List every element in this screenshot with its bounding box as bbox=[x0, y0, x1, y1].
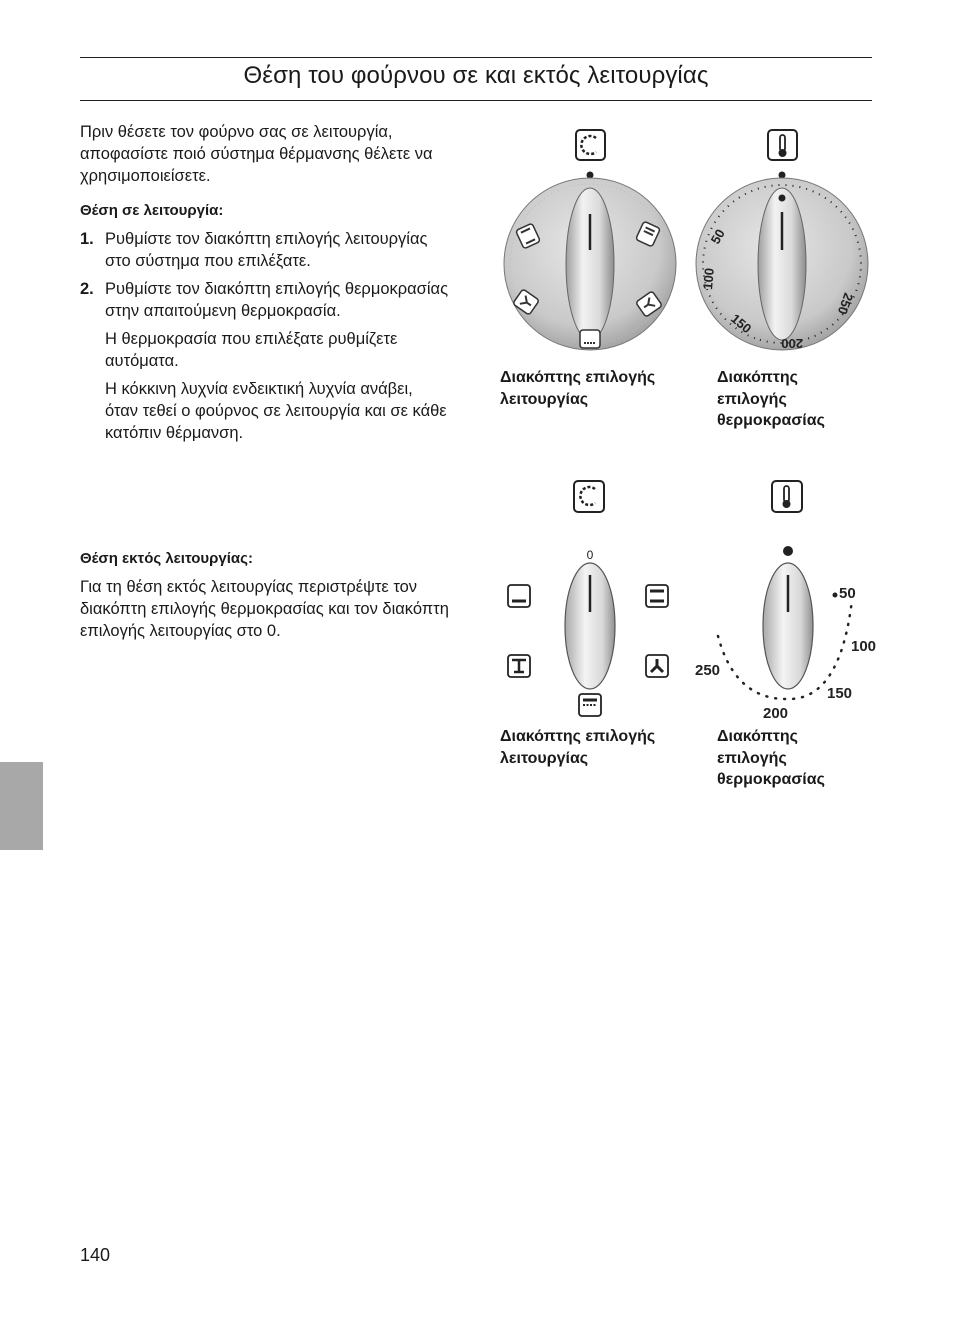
function-selector-icon bbox=[574, 481, 604, 512]
temp-mark-250: 250 bbox=[834, 290, 857, 317]
temperature-knob-caption: Διακόπτης επιλογής θερμοκρασίας bbox=[717, 369, 825, 429]
temp-mark-100: 100 bbox=[700, 267, 717, 291]
function-knob-flat bbox=[565, 563, 615, 689]
zero-label: 0 bbox=[586, 548, 594, 562]
thermometer-icon bbox=[772, 481, 802, 512]
temp-mark-200: 200 bbox=[763, 705, 789, 722]
temp-point-50 bbox=[833, 593, 838, 598]
function-knob-caption: Διακόπτης επιλογής λειτουργίας bbox=[500, 369, 656, 408]
turn-off-heading: Θέση εκτός λειτουργίας: bbox=[80, 550, 253, 567]
turn-off-paragraph: Για τη θέση εκτός λειτουργίας περιστρέψτε τον διακόπτη επιλογής θερμοκρασίας και τον διακόπτη επιλογής λειτουργίας στο 0. bbox=[80, 578, 449, 640]
temp-mark-50: 50 bbox=[707, 226, 728, 247]
note-indicator-light: Η κόκκινη λυχνία ενδεικτική λυχνία ανάβει, όταν τεθεί ο φούρνος σε λειτουργία και σε κάθε κατόπιν θέρμανση. bbox=[105, 380, 447, 442]
temperature-knob-flat bbox=[763, 563, 813, 689]
step-number: 2. bbox=[80, 280, 94, 298]
fan-grill-icon bbox=[508, 655, 530, 677]
intro-paragraph: Πριν θέσετε τον φούρνο σας σε λειτουργία, αποφασίστε ποιό σύστημα θέρμανσης θέλετε να χρησιμοποιείσετε. bbox=[80, 123, 433, 185]
temp-mark-100: 100 bbox=[851, 638, 877, 655]
temp-mark-200: 200 bbox=[781, 336, 803, 351]
page-title: Θέση του φούρνου σε και εκτός λειτουργίας bbox=[243, 62, 709, 89]
step-text: Ρυθμίστε τον διακόπτη επιλογής θερμοκρασίας στην απαιτούμενη θερμοκρασία. bbox=[105, 280, 449, 320]
turn-on-heading: Θέση σε λειτουργία: bbox=[80, 202, 224, 219]
top-bottom-heat-icon bbox=[508, 585, 530, 607]
temp-mark-150: 150 bbox=[728, 310, 755, 337]
page-number: 140 bbox=[80, 1245, 111, 1265]
grill-icon bbox=[646, 585, 668, 607]
temperature-knob-caption: Διακόπτης επιλογής θερμοκρασίας bbox=[717, 728, 825, 788]
function-knob-caption: Διακόπτης επιλογής λειτουργίας bbox=[500, 728, 656, 767]
step-text: Ρυθμίστε τον διακόπτη επιλογής λειτουργίας στο σύστημα που επιλέξατε. bbox=[105, 230, 428, 270]
temp-mark-50: 50 bbox=[839, 585, 856, 602]
temp-mark-250: 250 bbox=[695, 662, 721, 679]
temp-mark-150: 150 bbox=[827, 685, 853, 702]
section-side-tab bbox=[0, 762, 43, 850]
bottom-heat-icon bbox=[579, 694, 601, 716]
fan-icon bbox=[646, 655, 668, 677]
step-number: 1. bbox=[80, 230, 94, 248]
position-marker-dot bbox=[783, 546, 793, 556]
note-auto-temperature: Η θερμοκρασία που επιλέξατε ρυθμίζετε αυτόματα. bbox=[105, 330, 398, 370]
